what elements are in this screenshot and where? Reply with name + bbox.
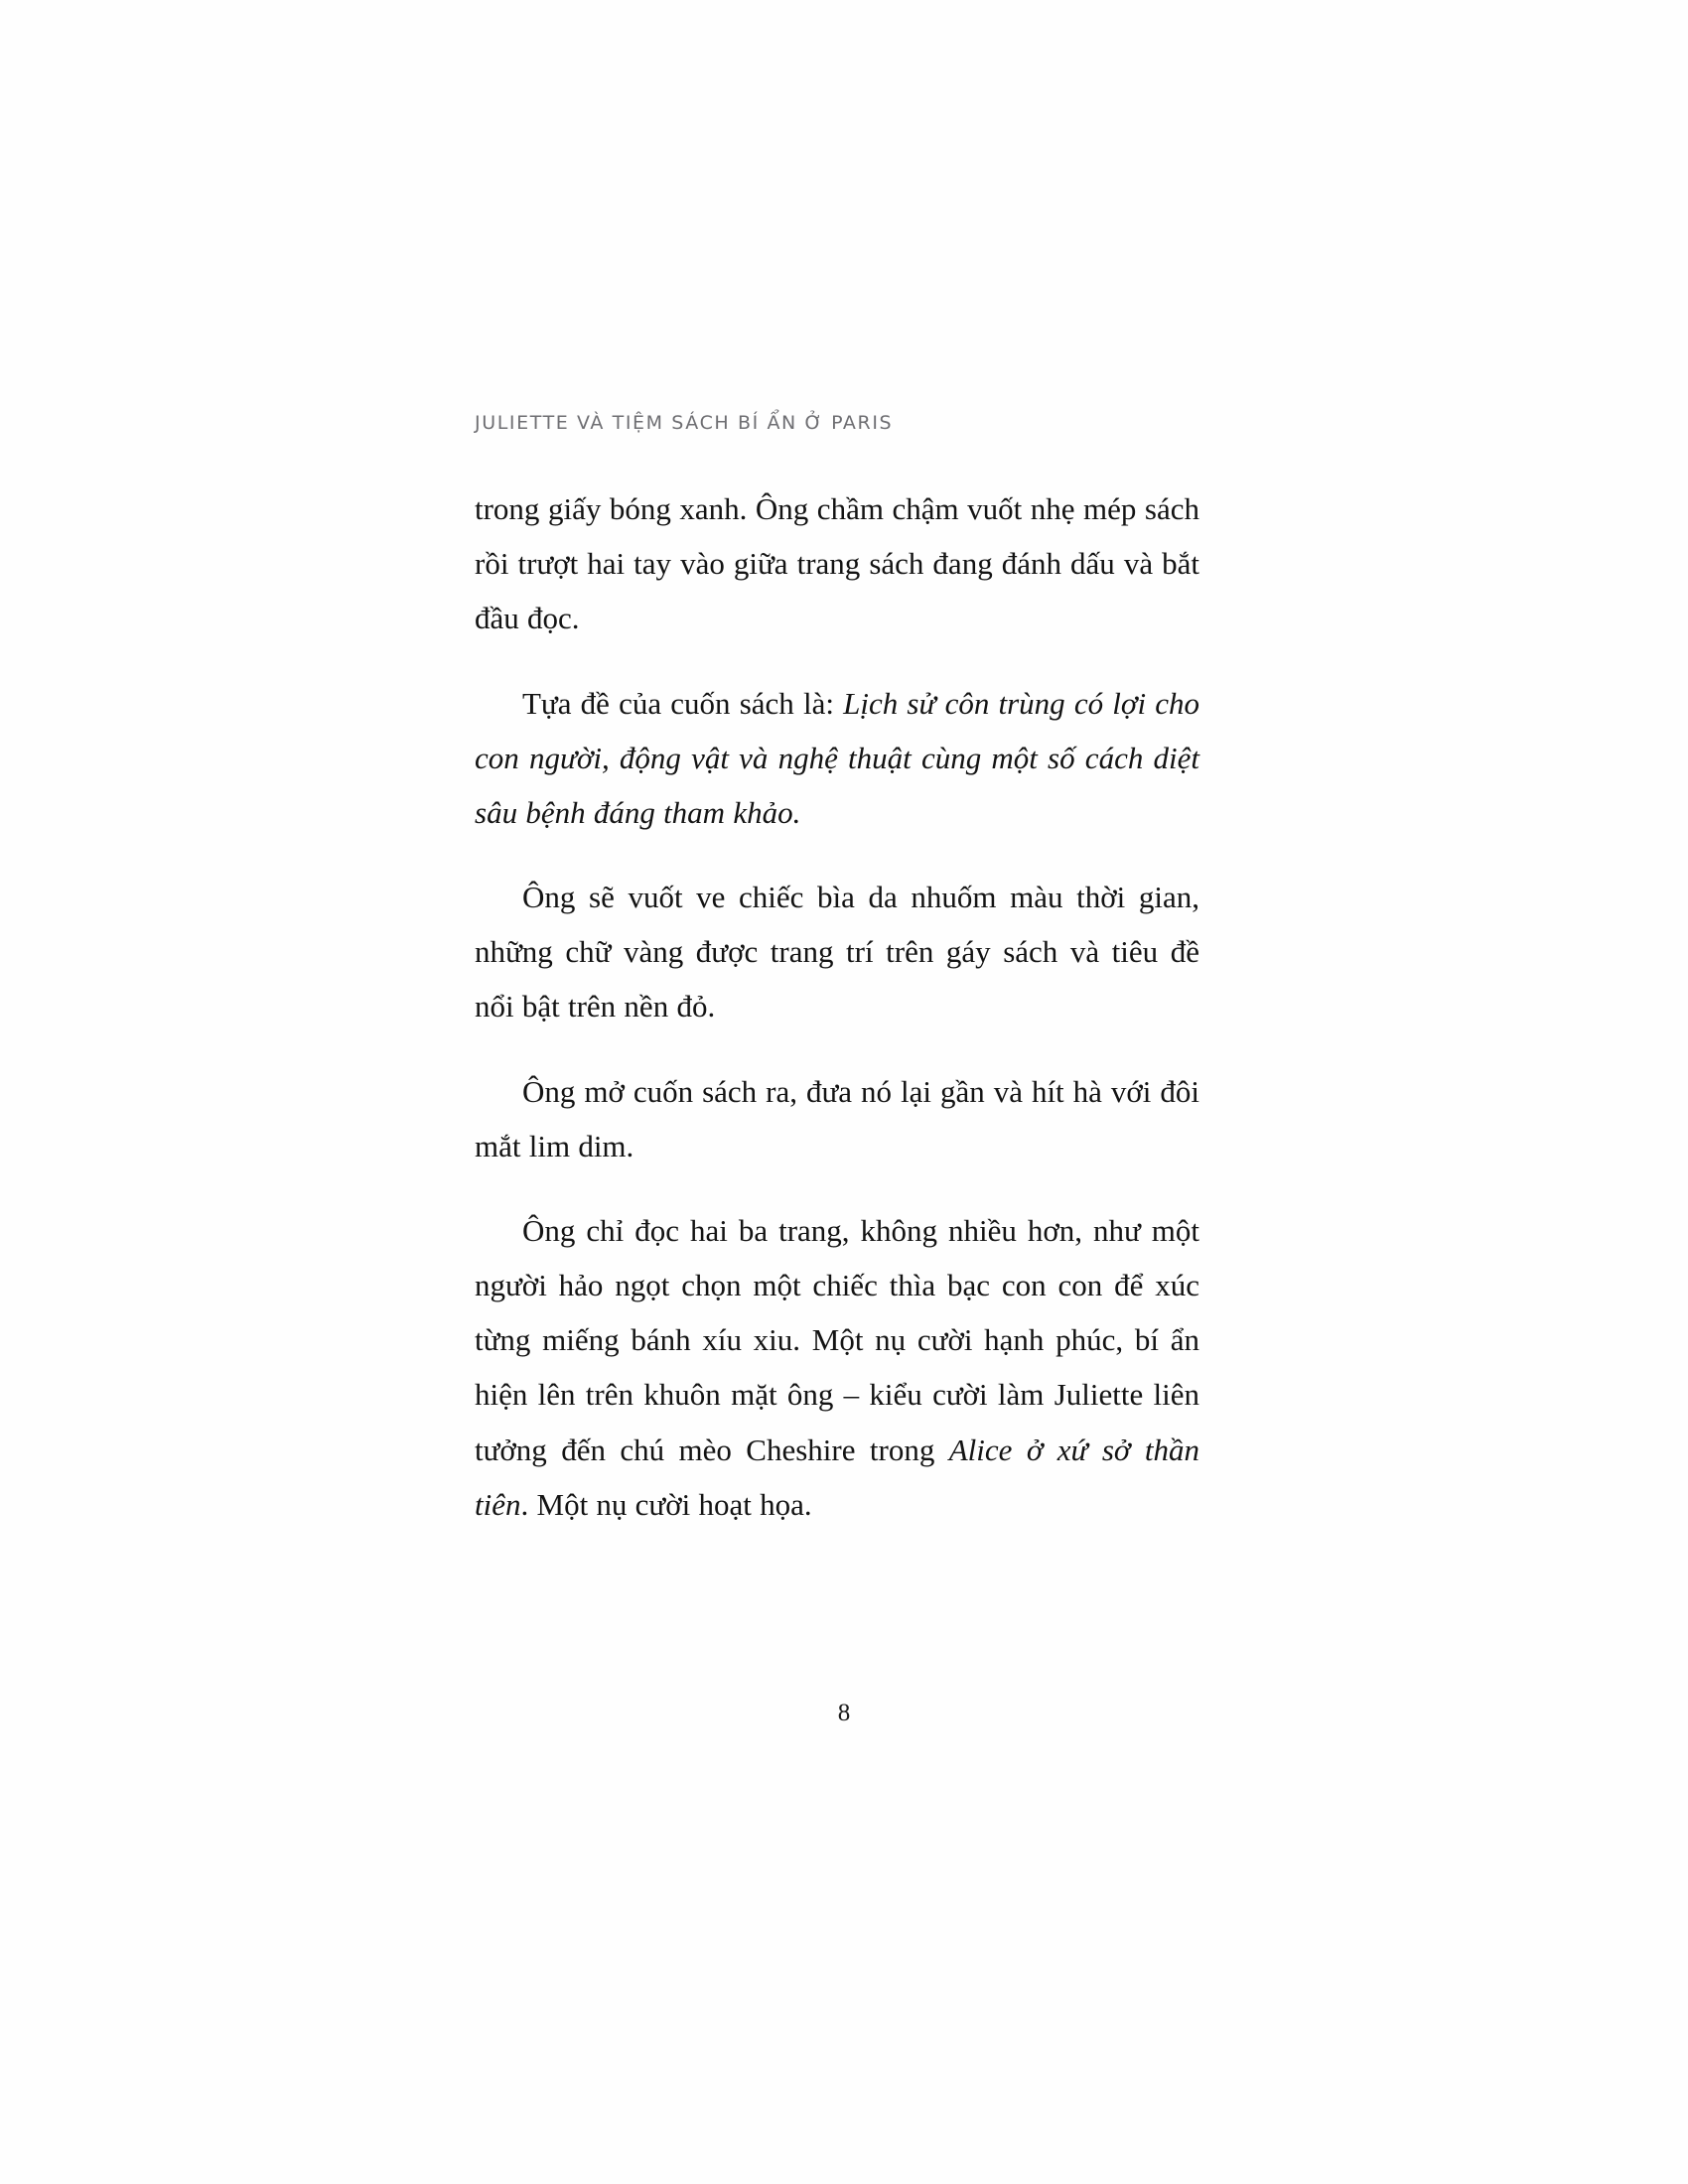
- page-text-block: [475, 412, 1199, 1532]
- body-paragraph: [475, 870, 1199, 1034]
- page-number: 8: [837, 1700, 851, 1726]
- italic-title-run: Lịch sử côn trùng có lợi cho con người, động vật và nghệ thuật cùng một số cách diệt sâu bệnh đáng tham khảo.: [475, 685, 1199, 830]
- text-run: Tựa đề của cuốn sách là:: [522, 685, 844, 721]
- body-paragraph: [475, 676, 1199, 841]
- body-paragraph: [475, 1203, 1199, 1532]
- running-head: JULIETTE VÀ TIỆM SÁCH BÍ ẨN Ở PARIS: [475, 412, 894, 434]
- body-paragraph: [475, 1064, 1199, 1173]
- italic-title-run: Alice ở xứ sở thần tiên: [475, 1432, 1199, 1522]
- text-run: Ông sẽ vuốt ve chiếc bìa da nhuốm màu thời gian, những chữ vàng được trang trí trên gáy sách và tiêu đề nổi bật trên nền đỏ.: [475, 880, 1199, 1024]
- text-run: Ông mở cuốn sách ra, đưa nó lại gần và hít hà với đôi mắt lim dim.: [475, 1073, 1199, 1163]
- body-paragraph: [475, 481, 1199, 646]
- text-run: . Một nụ cười hoạt họa.: [520, 1486, 812, 1522]
- text-run: trong giấy bóng xanh. Ông chầm chậm vuốt nhẹ mép sách rồi trượt hai tay vào giữa trang sách đang đánh dấu và bắt đầu đọc.: [475, 491, 1199, 636]
- text-run: Ông chỉ đọc hai ba trang, không nhiều hơn, như một người hảo ngọt chọn một chiếc thìa bạc con con để xúc từng miếng bánh xíu xiu. Một nụ cười hạnh phúc, bí ẩn hiện lên trên khuôn mặt ông – kiểu cười làm Juliette liên tưởng đến chú mèo Cheshire trong: [475, 1212, 1199, 1467]
